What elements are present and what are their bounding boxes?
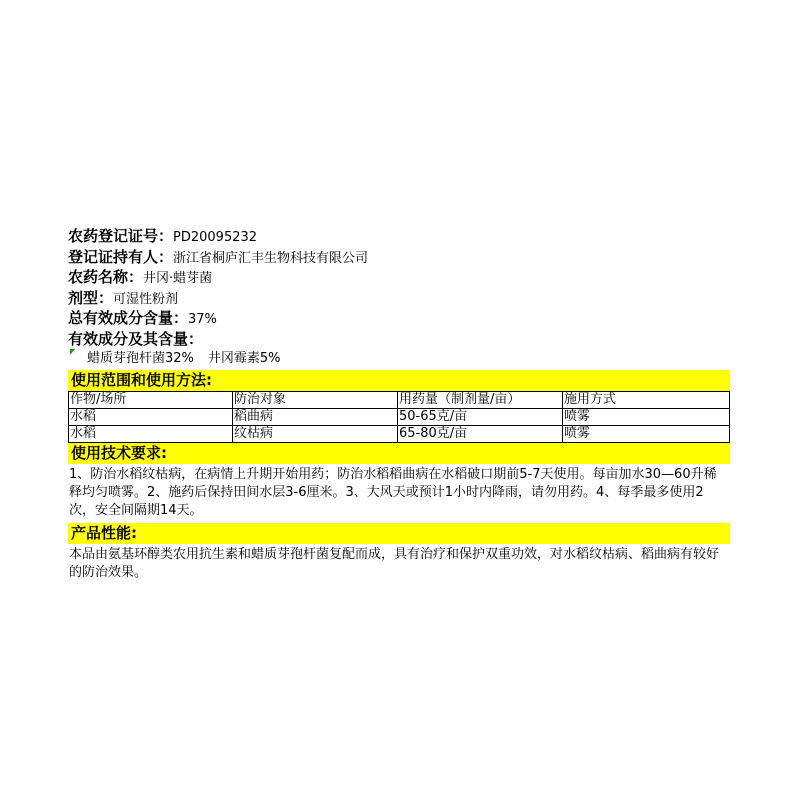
requirements-section-header: 使用技术要求: [68,443,730,464]
cell-comment-marker-icon [70,349,75,355]
pesticide-name-line [68,267,730,288]
ingredients-line [68,329,730,350]
ingredient-2: 井冈霉素5% [207,351,281,366]
formulation-value: 可湿性粉剂 [113,291,179,307]
cert-number-line [68,226,730,247]
header-crop: 作物/场所 [69,391,233,408]
ingredients-label: 有效成分及其含量： [68,329,204,348]
total-content-label: 总有效成分含量： [68,309,189,327]
cell-crop: 水稻 [69,425,233,442]
cell-dosage: 65-80克/亩 [398,425,563,442]
requirements-text: 1、防治水稻纹枯病，在病情上升期开始用药；防治水稻稻曲病在水稻破口期前5-7天使用。每亩加水30—60升稀释均匀喷雾。2、施药后保持田间水层3-6厘米。3、大风天或预计1小时内降雨，请勿用药。4、每季最多使用2次，安全间隔期14天。 [69,466,717,518]
table-row [69,425,730,442]
header-target: 防治对象 [233,391,398,408]
performance-section-header: 产品性能: [68,523,730,544]
usage-table [68,391,730,443]
formulation-label: 剂型： [68,288,114,307]
ingredients-values-line [68,349,730,370]
cert-holder-line [68,247,730,268]
total-content-line [68,308,730,329]
header-dosage: 用药量（制剂量/亩） [398,391,563,408]
cell-target: 稻曲病 [233,408,398,425]
pesticide-label-document [68,226,730,585]
cell-crop: 水稻 [69,408,233,425]
cell-dosage: 50-65克/亩 [398,408,563,425]
pesticide-name-value: 井冈·蜡芽菌 [143,271,213,286]
cert-holder-value: 浙江省桐庐汇丰生物科技有限公司 [173,250,369,266]
formulation-line [68,288,730,309]
cert-number-value: PD20095232 [173,230,258,245]
cell-method: 喷雾 [563,425,730,442]
cell-target: 纹枯病 [233,425,398,442]
total-content-value: 37% [188,312,217,327]
cell-method: 喷雾 [563,408,730,425]
header-method: 施用方式 [563,391,730,408]
cert-holder-label: 登记证持有人： [68,247,174,266]
performance-text: 本品由氨基环醇类农用抗生素和蜡质芽孢杆菌复配而成，具有治疗和保护双重功效，对水稻纹枯病、稻曲病有较好的防治效果。 [69,546,720,580]
usage-section-header: 使用范围和使用方法: [68,370,730,391]
pesticide-name-label: 农药名称： [68,268,144,286]
usage-table-header-row [69,391,730,408]
ingredient-1: 蜡质芽孢杆菌32% [87,351,194,366]
table-row [69,408,730,425]
cert-number-label: 农药登记证号： [68,227,174,245]
